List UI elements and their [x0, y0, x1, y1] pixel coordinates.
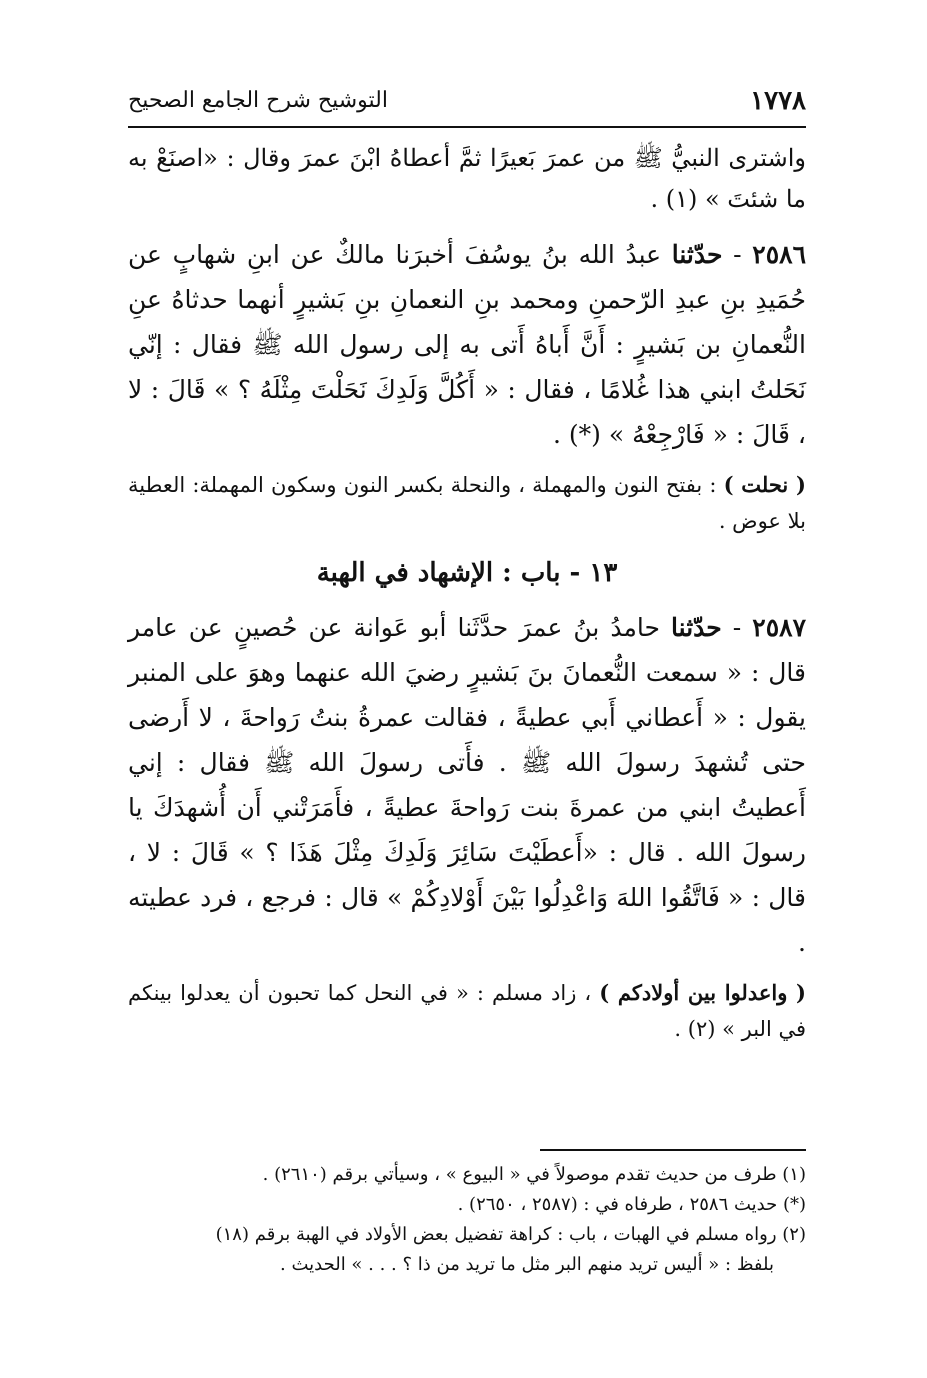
page-body: [128, 138, 806, 1061]
running-title: التوشيح شرح الجامع الصحيح: [128, 88, 388, 113]
commentary-term: ( نحلت ): [723, 472, 806, 497]
commentary-adilu: [128, 975, 806, 1047]
footnote-star: (*) حديث ٢٥٨٦ ، طرفاه في : (٢٥٨٧ ، ٢٦٥٠) .: [457, 1194, 806, 1215]
header-rule: [128, 126, 806, 128]
intro-paragraph: واشترى النبيُّ ﷺ من عمرَ بَعيرًا ثمَّ أعطاهُ ابْنَ عمرَ وقال : «اصنَعْ به ما شئتَ » (١) .: [128, 144, 806, 213]
hadith-2587: ٢٥٨٧ - حدّثنا حامدُ بنُ عمرَ حدَّثَنا أبو عَوانة عن حُصينٍ عن عامر قال : « سمعت النُّعمانَ بنَ بَشيرٍ رضيَ الله عنهما وهوَ على المنبر يقول : « أَعطاني أَبي عطيةً ، فقالت عمرةُ بنتُ رَواحةَ ، لا أَرضى حتى تُشهدَ رسولَ الله ﷺ . فأَتى رسولَ الله ﷺ فقال : إني أَعطيتُ ابني من عمرةَ بنت رَواحةَ عطيةً ، فأَمَرَتْني أَن أُشهدَكَ يا رسولَ الله . قال : «أَعطَيْتَ سَائِرَ وَلَدِكَ مِثْلَ هَذَا ؟ » قَالَ : لا ، قال : « فَاتَّقُوا اللهَ وَاعْدِلُوا بَيْنَ أَوْلادِكُمْ » قال : فرجع ، فرد عطيته .: [128, 613, 806, 957]
commentary-term: ( واعدلوا بين أولادكم ): [599, 980, 806, 1005]
footnote-1: (١) طرف من حديث تقدم موصولاً في « البيوع » ، وسيأتي برقم (٢٦١٠) .: [262, 1164, 806, 1185]
footnotes: [128, 1160, 806, 1280]
hadith-keyword: حدّثنا: [671, 240, 723, 269]
page-header: [128, 82, 806, 122]
footnote-rule: [540, 1149, 806, 1151]
hadith-number: ٢٥٨٦: [752, 240, 806, 269]
hadith-number: ٢٥٨٧: [752, 613, 806, 642]
chapter-heading: ١٣ - باب : الإشهاد في الهبة: [316, 558, 618, 588]
hadith-keyword: حدّثنا: [671, 613, 722, 642]
commentary-text: ، زاد مسلم : « في النحل كما تحبون أن يعدلوا بينكم في البر » (٢) .: [128, 981, 806, 1041]
footnote-2-continued: بلفظ : « أليس تريد منهم البر مثل ما تريد من ذا ؟ . . . » الحديث .: [280, 1254, 774, 1275]
footnote-2: (٢) رواه مسلم في الهبات ، باب : كراهة تفضيل بعض الأولاد في الهبة برقم (١٨): [215, 1224, 806, 1245]
page-number: ١٧٧٨: [750, 86, 806, 116]
hadith-text: حامدُ بنُ عمرَ حدَّثَنا أبو عَوانة عن حُصينٍ عن عامر قال : « سمعت النُّعمانَ بنَ بَشيرٍ رضيَ الله عنهما وهوَ على المنبر يقول : « أَعطاني أَبي عطيةً ، فقالت عمرةُ بنتُ رَواحةَ ، لا أَرضى حتى تُشهدَ رسولَ الله ﷺ . فأَتى رسولَ الله ﷺ فقال : إني أَعطيتُ ابني من عمرةَ بنت رَواحةَ عطيةً ، فأَمَرَتْني أَن أُشهدَكَ يا رسولَ الله . قال : «أَعطَيْتَ سَائِرَ وَلَدِكَ مِثْلَ هَذَا ؟ » قَالَ : لا ، قال : « فَاتَّقُوا اللهَ وَاعْدِلُوا بَيْنَ أَوْلادِكُمْ » قال : فرجع ، فرد عطيته .: [128, 613, 806, 957]
commentary-text: : بفتح النون والمهملة ، والنحلة بكسر النون وسكون المهملة: العطية بلا عوض .: [128, 473, 806, 533]
commentary-nahalt: [128, 467, 806, 539]
hadith-text: عبدُ الله بنُ يوسُفَ أخبرَنا مالكٌ عن ابنِ شهابٍ عن حُمَيدِ بنِ عبدِ الرّحمنِ ومحمد بنِ النعمانِ بنِ بَشيرٍ أنهما حدثاهُ عنِ النُّعمانِ بن بَشيرٍ : أَنَّ أَباهُ أَتى به إلى رسول الله ﷺ فقال : إنّي نَحَلتُ ابني هذا غُلامًا ، فقال : « أَكُلَّ وَلَدِكَ نَحَلْتَ مِثْلَهُ ؟ » قَالَ : لا ، قَالَ : « فَارْجِعْهُ » (*) .: [128, 240, 806, 449]
hadith-2586: ٢٥٨٦ - حدّثنا عبدُ الله بنُ يوسُفَ أخبرَنا مالكٌ عن ابنِ شهابٍ عن حُمَيدِ بنِ عبدِ الرّحمنِ ومحمد بنِ النعمانِ بنِ بَشيرٍ أنهما حدثاهُ عنِ النُّعمانِ بن بَشيرٍ : أَنَّ أَباهُ أَتى به إلى رسول الله ﷺ فقال : إنّي نَحَلتُ ابني هذا غُلامًا ، فقال : « أَكُلَّ وَلَدِكَ نَحَلْتَ مِثْلَهُ ؟ » قَالَ : لا ، قَالَ : « فَارْجِعْهُ » (*) .: [128, 240, 806, 449]
